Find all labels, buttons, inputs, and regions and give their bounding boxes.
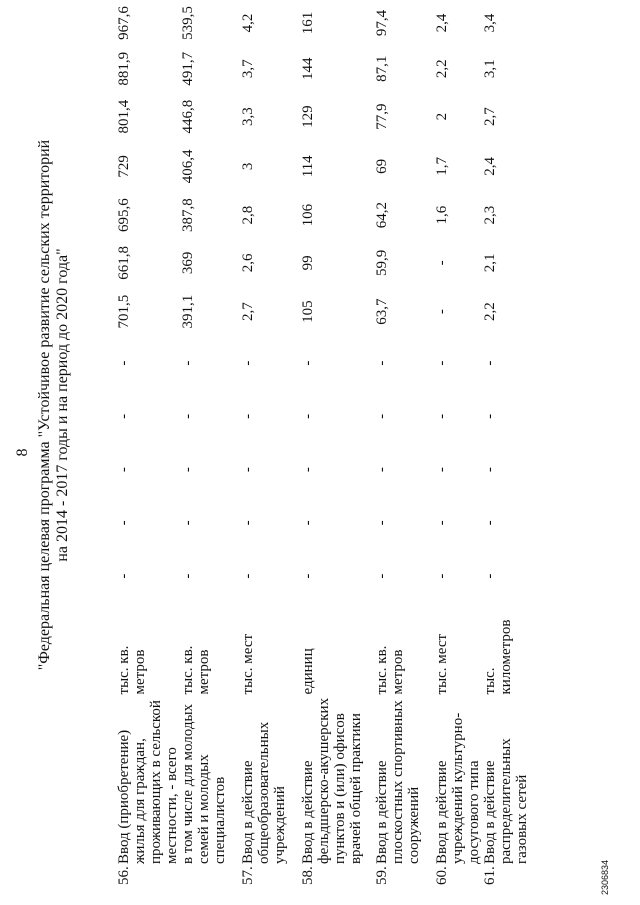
value-cell: -	[374, 467, 390, 473]
value-cell: 3,3	[240, 107, 256, 126]
value-cell: 114	[300, 155, 316, 178]
value-cell: -	[482, 520, 498, 526]
value-cell: 59,9	[374, 249, 390, 276]
unit-of-measure: тыс. кв. метров	[374, 645, 406, 695]
value-cell: 99	[300, 255, 316, 271]
value-cell: 106	[300, 203, 316, 227]
row-number: 57.	[240, 866, 256, 885]
value-cell: -	[434, 467, 450, 473]
value-cell: -	[116, 413, 132, 419]
value-cell: 2	[434, 112, 450, 121]
value-cell: 446,8	[180, 99, 196, 134]
value-cell: 69	[374, 158, 390, 174]
indicator-name: Ввод в действие фельдшерско-акушерских пунктов и (или) офисов врачей общей практики	[300, 697, 364, 865]
value-cell: 695,6	[116, 198, 132, 232]
value-cell: 105	[300, 300, 316, 323]
table-row	[300, 0, 374, 885]
row-number: 59.	[374, 866, 390, 885]
value-cell: 391,1	[180, 294, 196, 329]
value-cell: 3,7	[240, 59, 256, 79]
value-cell: -	[180, 573, 196, 579]
unit-of-measure: тыс. кв. метров	[116, 645, 148, 695]
value-cell: 2,4	[434, 13, 450, 33]
value-cell: -	[240, 520, 256, 526]
value-cell: 87,1	[374, 55, 390, 82]
indicator-name: Ввод (приобретение) жилья для граждан, проживающих в сельской местности, - всего	[116, 700, 180, 865]
value-cell: 539,5	[180, 6, 196, 40]
table-row	[180, 0, 240, 885]
value-cell: 881,9	[116, 51, 132, 86]
document-code: 2306834	[600, 859, 610, 895]
value-cell: -	[434, 309, 450, 315]
value-cell: -	[116, 520, 132, 526]
row-number: 56.	[116, 866, 132, 885]
value-cell: -	[374, 520, 390, 526]
value-cell: 63,7	[374, 298, 390, 325]
value-cell: 3	[240, 162, 256, 171]
value-cell: -	[434, 413, 450, 419]
value-cell: -	[116, 467, 132, 473]
value-cell: 406,4	[180, 149, 196, 184]
value-cell: 491,7	[180, 51, 196, 86]
indicator-name: Ввод в действие плоскостных спортивных сооружений	[374, 700, 422, 865]
value-cell: -	[116, 360, 132, 366]
value-cell: 661,8	[116, 245, 132, 280]
value-cell: 2,8	[240, 205, 256, 225]
value-cell: 144	[300, 57, 316, 81]
value-cell: 161	[300, 11, 316, 35]
unit-of-measure: тыс. километров	[482, 619, 514, 695]
indicator-name: Ввод в действие общеобразовательных учреждений	[240, 721, 288, 865]
value-cell: 3,1	[482, 59, 498, 79]
value-cell: -	[300, 573, 316, 579]
value-cell: 77,9	[374, 103, 390, 130]
value-cell: 387,8	[180, 198, 196, 232]
value-cell: 129	[300, 105, 316, 128]
value-cell: -	[374, 413, 390, 419]
indicator-name: Ввод в действие учреждений культурно-досугового типа	[434, 712, 482, 865]
value-cell: -	[180, 467, 196, 473]
value-cell: -	[240, 573, 256, 579]
value-cell: -	[482, 467, 498, 473]
value-cell: -	[300, 467, 316, 473]
value-cell: -	[434, 360, 450, 366]
value-cell: 801,4	[116, 99, 132, 134]
value-cell: -	[374, 360, 390, 366]
value-cell: 2,2	[482, 302, 498, 321]
table-row	[482, 0, 530, 885]
value-cell: -	[300, 413, 316, 419]
indicator-name: Ввод в действие распределительных газовых сетей	[482, 738, 530, 865]
value-cell: -	[482, 573, 498, 579]
value-cell: 729	[116, 155, 132, 178]
value-cell: -	[240, 413, 256, 419]
value-cell: 967,6	[116, 6, 132, 40]
table-row	[374, 0, 434, 885]
value-cell: -	[434, 520, 450, 526]
value-cell: 1,7	[434, 156, 450, 176]
value-cell: 2,7	[240, 302, 256, 321]
unit-of-measure: тыс. мест	[240, 633, 256, 695]
unit-of-measure: тыс. кв. метров	[180, 645, 212, 695]
value-cell: -	[240, 467, 256, 473]
value-cell: 2,2	[434, 59, 450, 79]
indicator-name: в том числе для молодых семей и молодых специалистов	[180, 703, 228, 865]
value-cell: -	[180, 413, 196, 419]
table-row	[116, 0, 180, 885]
value-cell: -	[434, 260, 450, 266]
unit-of-measure: единиц	[300, 648, 316, 695]
value-cell: -	[300, 520, 316, 526]
title-line-1: "Федеральная целевая программа "Устойчивое развитие сельских территорий	[36, 139, 53, 671]
unit-of-measure: тыс. мест	[434, 633, 450, 695]
row-number: 60.	[434, 866, 450, 885]
value-cell: 369	[180, 251, 196, 275]
value-cell: -	[300, 360, 316, 366]
value-cell: 97,4	[374, 9, 390, 37]
value-cell: -	[374, 573, 390, 579]
table-row	[240, 0, 300, 885]
indicators-table	[116, 0, 530, 885]
value-cell: 2,6	[240, 253, 256, 273]
value-cell: -	[180, 520, 196, 526]
row-number	[180, 864, 240, 885]
value-cell: -	[116, 573, 132, 579]
row-number: 61.	[482, 866, 498, 885]
value-cell: -	[240, 360, 256, 366]
row-number: 58.	[300, 866, 316, 885]
value-cell: -	[482, 413, 498, 419]
title-line-2: на 2014 - 2017 годы и на период до 2020 года"	[54, 248, 71, 562]
value-cell: -	[482, 360, 498, 366]
value-cell: 1,6	[434, 205, 450, 225]
table-row	[434, 0, 482, 885]
value-cell: 3,4	[482, 13, 498, 33]
document-title	[36, 45, 72, 765]
page-number: 8	[14, 448, 31, 457]
value-cell: 2,3	[482, 205, 498, 225]
value-cell: 2,7	[482, 107, 498, 126]
value-cell: -	[434, 573, 450, 579]
value-cell: 2,4	[482, 156, 498, 176]
value-cell: -	[180, 360, 196, 366]
value-cell: 2,1	[482, 253, 498, 273]
value-cell: 701,5	[116, 294, 132, 329]
value-cell: 4,2	[240, 13, 256, 33]
value-cell: 64,2	[374, 201, 390, 229]
